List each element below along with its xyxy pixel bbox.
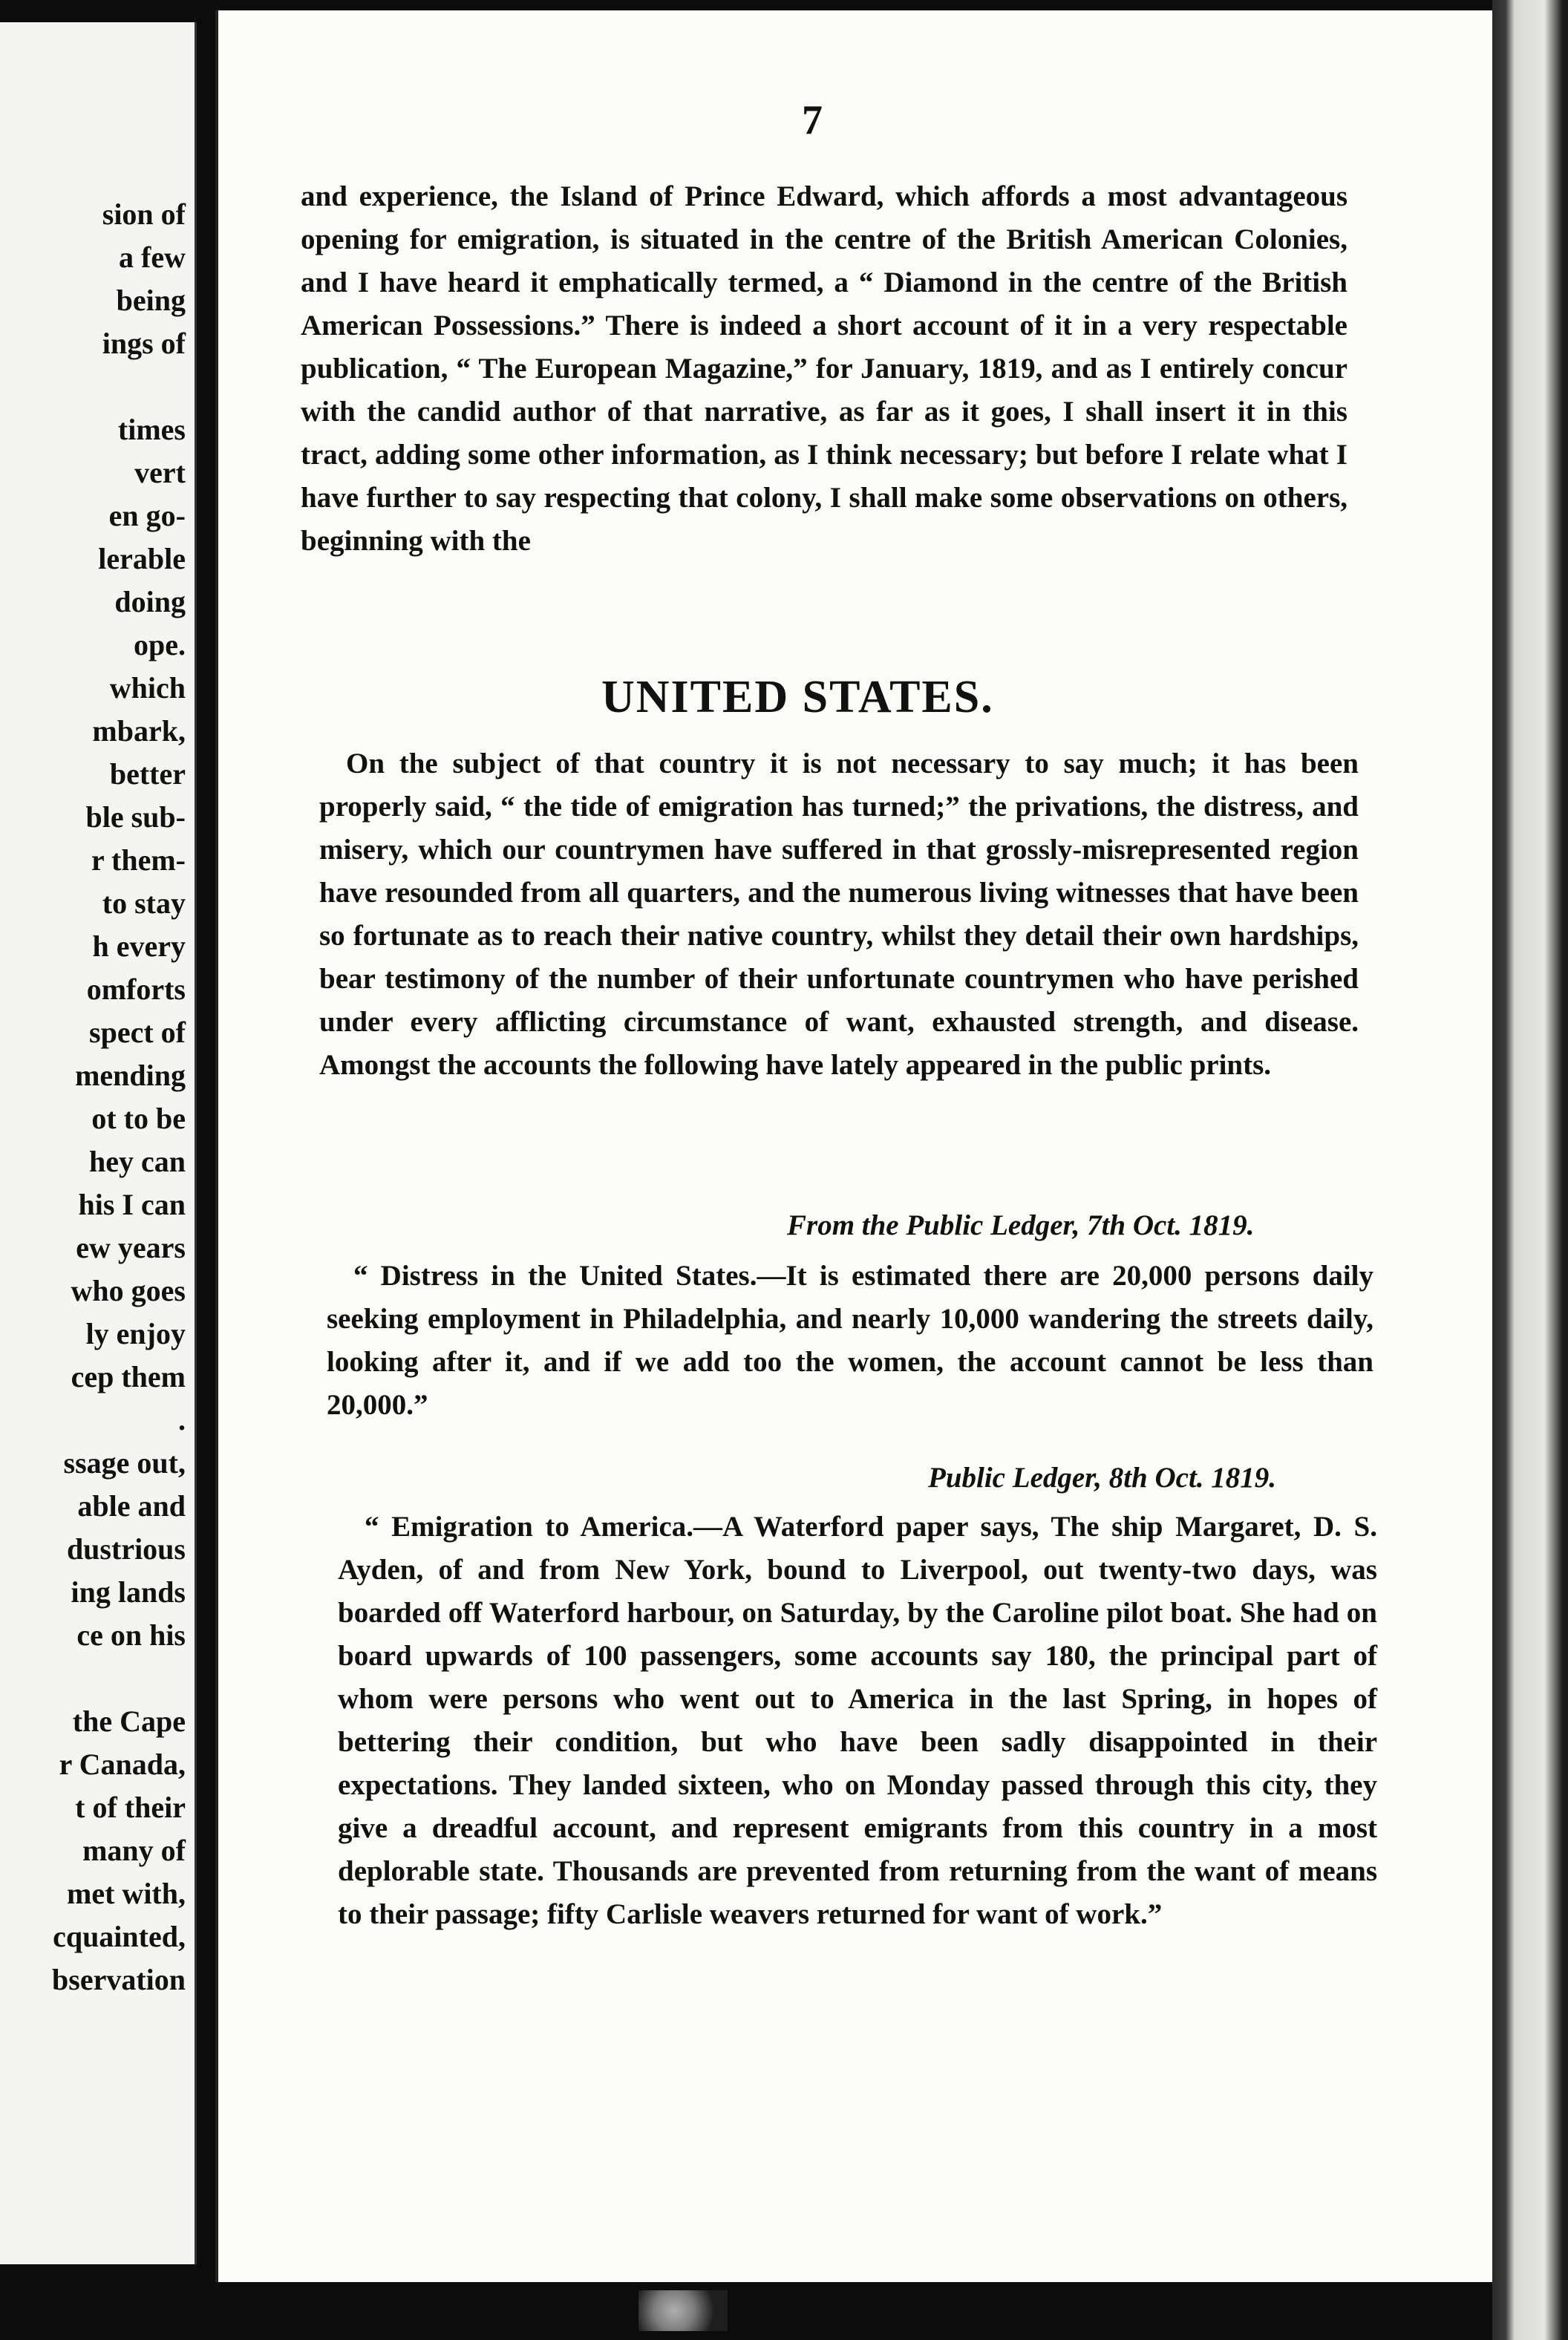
left-page-line: ope. [134, 628, 186, 661]
left-page-line: his I can [78, 1188, 186, 1221]
left-page-line: a few [119, 241, 186, 274]
left-page-line: times [117, 413, 186, 446]
intro-text: and experience, the Island of Prince Edward, which affords a most advantageous opening for emigration, is situated in the centre of the British American Colonies, and I have heard it emphatically termed, a “ Diamond in the centre of the British American Possessions.” There is indeed a short account of it in a very respectable publication, “ The European Magazine,” for January, 1819, and as I entirely concur with the candid author of that narrative, as far as it goes, I shall insert it in this tract, adding some other information, as I think necessary; but before I relate what I have further to say respecting that colony, I shall make some observations on others, beginning with the [301, 180, 1348, 557]
left-page-line: mbark, [92, 714, 186, 748]
left-page-text [52, 193, 186, 2001]
quote-distress [327, 1255, 1373, 1427]
united-states-paragraph [319, 742, 1359, 1087]
left-page-line: met with, [67, 1877, 186, 1910]
left-page-line: lerable [98, 542, 186, 575]
left-page-line: bservation [52, 1963, 186, 1996]
left-page-line: many of [82, 1834, 186, 1867]
left-page-line: hey can [89, 1145, 186, 1178]
left-page-line: cep them [71, 1360, 186, 1393]
left-page-line: en go- [108, 499, 186, 532]
left-page-line: ssage out, [63, 1446, 186, 1480]
left-page-line [52, 1657, 186, 1700]
left-page-line: . [178, 1403, 186, 1437]
left-page-line: h every [92, 929, 186, 963]
book-edge [1492, 0, 1568, 2340]
left-page-line: r them- [91, 843, 186, 877]
left-page-line: t of their [75, 1791, 186, 1824]
scan-artifact [638, 2290, 728, 2331]
left-page-line: sion of [102, 197, 186, 231]
left-page-line: ot to be [91, 1102, 186, 1135]
left-page-line: doing [114, 585, 186, 618]
page-number: 7 [802, 97, 823, 143]
left-page-line: ew years [76, 1231, 186, 1264]
left-page [0, 22, 197, 2264]
left-page-line: who goes [71, 1274, 186, 1307]
left-page-line: ings of [102, 327, 186, 360]
left-page-line: mending [75, 1059, 186, 1092]
united-states-text: On the subject of that country it is not necessary to say much; it has been properly said, “ the tide of emigration has turned;” the privations, the distress, and misery, which our countrymen have suffered in that grossly-misrepresented region have resounded from all quarters, and the numerous living witnesses that have been so fortunate as to reach their native country, whilst they detail their own hardships, bear testimony of the number of their unfortunate countrymen who have perished under every afflicting circumstance of want, exhausted strength, and disease. Amongst the accounts the following have lately appeared in the public prints. [319, 748, 1359, 1081]
quote-emigration-text: “ Emigration to America.—A Waterford paper says, The ship Margaret, D. S. Ayden, of and from New York, bound to Liverpool, out twenty-two days, was boarded off Waterford harbour, on Saturday, by the Caroline pilot boat. She had on board upwards of 100 passengers, some accounts say 180, the principal part of whom were persons who went out to America in the last Spring, in hopes of bettering their condition, but who have been sadly disappointed in their expectations. They landed sixteen, who on Monday passed through this city, they give a dreadful account, and represent emigrants from this country in a most deplorable state. Thousands are prevented from returning from the want of means to their passage; fifty Carlisle weavers returned for want of work.” [338, 1511, 1377, 1930]
left-page-line: omforts [86, 973, 186, 1006]
left-page-line: cquainted, [53, 1920, 186, 1953]
left-page-line: vert [134, 456, 186, 489]
left-page-line: r Canada, [59, 1748, 186, 1781]
left-page-line: ble sub- [85, 800, 186, 834]
left-page-line: ly enjoy [85, 1317, 186, 1350]
intro-paragraph [301, 175, 1348, 563]
citation-public-ledger-7th-oct: From the Public Ledger, 7th Oct. 1819. [787, 1209, 1255, 1241]
left-page-line: ce on his [76, 1618, 186, 1652]
left-page-line: which [109, 671, 186, 705]
left-page-line: ing lands [71, 1575, 186, 1609]
quote-emigration [338, 1506, 1377, 1936]
left-page-line [52, 365, 186, 408]
left-page-line: the Cape [72, 1705, 186, 1738]
left-page-line: able and [77, 1489, 186, 1523]
left-page-line: spect of [89, 1016, 186, 1049]
citation-public-ledger-8th-oct: Public Ledger, 8th Oct. 1819. [928, 1462, 1277, 1494]
section-heading: UNITED STATES. [601, 672, 994, 722]
left-page-line: to stay [102, 886, 186, 920]
left-page-line: dustrious [66, 1532, 186, 1566]
quote-distress-text: “ Distress in the United States.—It is estimated there are 20,000 persons daily seeking employment in Philadelphia, and nearly 10,000 wandering the streets daily, looking after it, and if we add too the women, the account cannot be less than 20,000.” [327, 1260, 1373, 1421]
left-page-line: being [116, 284, 186, 317]
left-page-line: better [109, 757, 186, 791]
